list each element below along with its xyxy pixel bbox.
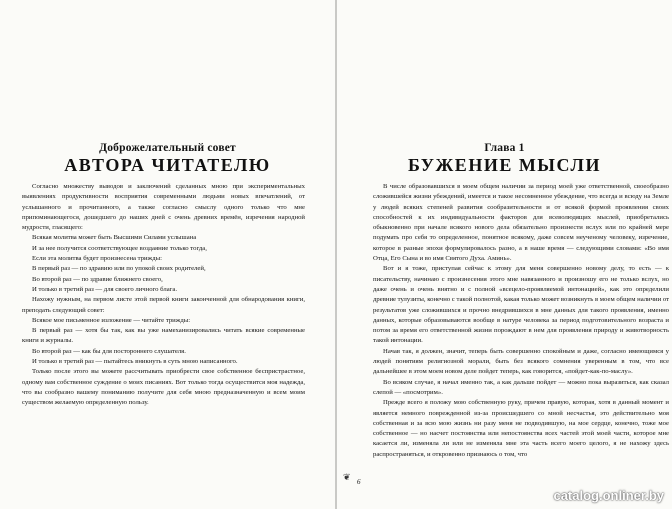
right-page <box>337 0 672 509</box>
poem-line: Всякая молитва может быть Высшими Силами услышана <box>32 234 197 242</box>
paragraph: Во всяком случае, я начал именно так, а как дальше пойдет — можно пока выразиться, как сказал слепой — «посмотрим». <box>373 378 669 396</box>
poem-line: Если эта молитва будет произнесена трижды: <box>32 255 162 263</box>
paragraph: Во второй раз — как бы для постороннего слушателя. <box>32 347 186 355</box>
page-ornament-icon: ❦ <box>343 472 351 482</box>
preface-heading <box>0 142 335 175</box>
paragraph: Начав так, я должен, значит, теперь быть совершенно спокойным и даже, согласно имеющимся у людей понятиям религиозной морали, быть без всякого сомнения уверенным в том, что все дальнейшее в этом моем новом деле пойдет теперь, как говорится, «пойдет-как-по-маслу». <box>373 347 669 376</box>
chapter-title: БУЖЕНИЕ МЫСЛИ <box>408 155 601 175</box>
paragraph: Вот и я тоже, приступая сейчас к этому для меня совершенно новому делу, то есть — к писательству, начинаю с произнесения этого мне навязанного и произношу его не только вслух, но даже очень и очень внятно и с полной «всецело-проявляемой интонацией», как это определили древние тулузиты, конечно с такой полнотой, какая только может возникнуть в моем общем наличии от результатов уже сложившихся и прочно внедрившихся в мне данных для такого проявления, именно данных, которые образовываются вообще в натуре человека за период подготовительного возраста и потом за время его ответственной жизни порождают в нем для проявления природу и животворность такой интонации. <box>373 265 670 345</box>
paragraph: В числе образовавшихся в моем общем наличии за период моей уже ответственной, своеобразно сложившейся жизни убеждений, имеется и такое несомненное убеждение, что всегда и всюду на Земле у людей всяких степеней развития сообразительности и от всякой формой проявления своих способностей к их индивидуальности факторов для всеволюдящих мыслей, приобретались обыкновенно при начале всякого нового дела обязательно произнести вслух или по крайней мере подумать про себя то определенное, понятное всякому, даже совсем неученому человеку, изречение, которое в разные эпохи формулировалось разно, а в наше время — следующими словами: «Во имя Отца, Его Сына и во имя Святого Духа. Аминь». <box>373 183 669 263</box>
page-number: 6 <box>357 478 361 486</box>
chapter-body <box>373 182 669 460</box>
paragraph: И только в третий раз — пытайтесь вникнуть в суть мною написанного. <box>32 358 238 366</box>
poem-line: Во второй раз — по здравие ближнего своего, <box>32 275 163 283</box>
paragraph: В первый раз — хотя бы так, как вы уже намеханизировались читать всякие современные книги и журналы. <box>22 327 305 345</box>
paragraph: Согласно множеству выводов и заключений сделанных мною при экспериментальных выявлениях продуктивности восприятия современными людьми новых впечатлений, от услышанного и прочитанного, а также согласно смыслу одного только что мне припоминающегося, дошедшего до наших дней с очень древних времён, изречения народной мудрости, гласящего: <box>22 183 305 232</box>
poem-line: И за нее получится соответствующее воздаяние только тогда, <box>32 244 207 252</box>
paragraph: Только после этого вы можете рассчитывать приобрести свое собственное беспристрастное, одному вам собственное суждение о моих писаниях. Вот только тогда осуществится моя надежда, что вы сообразно вашему пониманию получите для себя мною предназначенную и всем моим существом желаемую определенную пользу. <box>22 368 305 407</box>
paragraph: Прежде всего я положу мою собственную руку, причем правую, которая, хотя в данный момент и является немного поврежденной из-за происшедшего со мной несчастья, это действительно моя собственная и за всю мою жизнь ни разу меня не подводившую, на мое сердце, конечно, тоже мое собственное — но насчет постоянства или непостоянства всех частей этой моей части, которое мне касается ли, изменяла ли или не изменяла мне эта часть всего моего целого, я не нахожу здесь распространяться, и откровенно признаюсь о том, что <box>373 399 669 458</box>
left-page <box>0 0 335 509</box>
poem-line: В первый раз — по здравию или по упокой своих родителей, <box>32 265 206 273</box>
paragraph: Нахожу нужным, на первом листе этой первой книги законченной для обнародования книги, преподать следующий совет: <box>22 296 305 314</box>
poem-line: И только в третий раз — для своего личного блага. <box>32 285 178 293</box>
chapter-number: Глава 1 <box>484 142 525 154</box>
preface-title: АВТОРА ЧИТАТЕЛЮ <box>64 155 271 175</box>
chapter-heading <box>337 142 672 175</box>
preface-subtitle: Доброжелательный совет <box>99 142 236 154</box>
preface-body <box>22 182 305 409</box>
paragraph: Всякое мое письменное изложение — читайте трижды: <box>32 316 191 324</box>
watermark: catalog.onliner.by <box>553 488 664 503</box>
